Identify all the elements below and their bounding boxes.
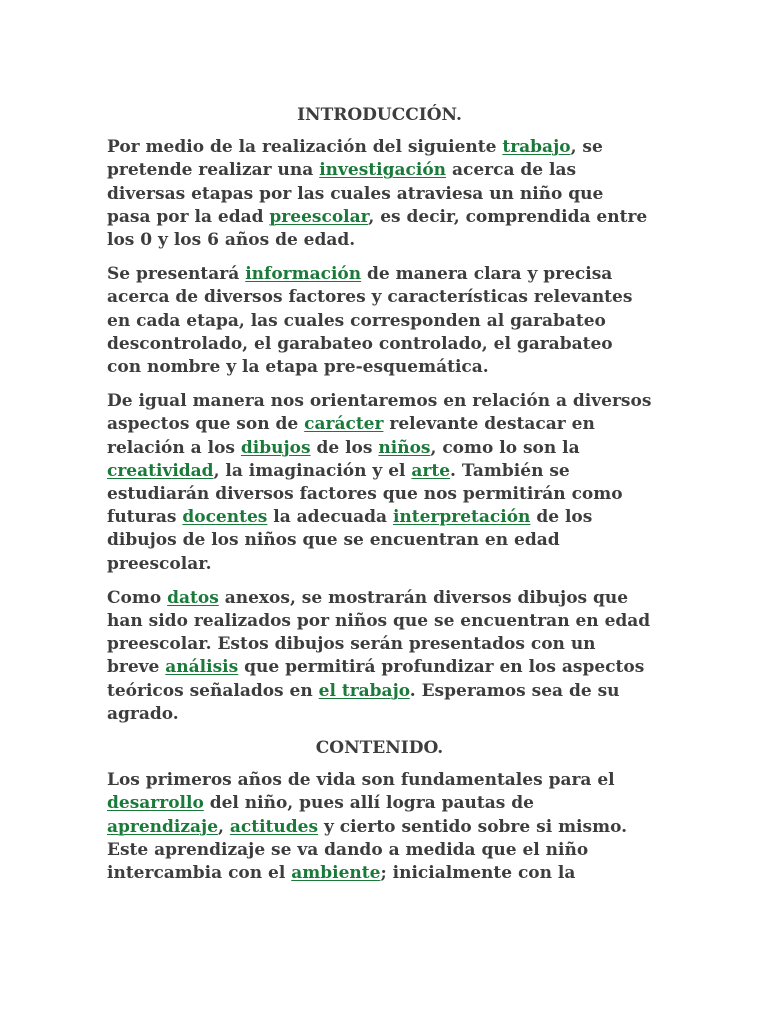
contenido-section: [107, 769, 652, 885]
link-carácter[interactable]: carácter: [304, 414, 384, 435]
link-arte[interactable]: arte: [411, 460, 451, 481]
text-run: ; inicialmente con la: [380, 863, 576, 884]
text-run: acerca de las diversas etapas por las cuales atraviesa un niño que pasa por la edad: [107, 160, 604, 227]
contenido-paragraph-1: [107, 769, 652, 885]
intro-paragraph-4: [107, 587, 652, 726]
text-run: Como: [107, 587, 168, 608]
text-run: de manera clara y precisa acerca de diversos factores y características relevantes en cada etapa, las cuales corresponden al garabateo descontrolado, el garabateo controlado, el garabateo con nombre y la etapa pre-esquemática.: [107, 264, 633, 378]
link-desarrollo[interactable]: desarrollo: [107, 793, 204, 814]
text-run: de los: [310, 437, 379, 458]
text-run: relevante destacar en relación a los: [107, 414, 595, 458]
intro-paragraph-2: [107, 263, 652, 379]
heading-contenido: CONTENIDO.: [315, 738, 444, 759]
text-run: Por medio de la realización del siguiente: [107, 137, 503, 158]
text-run: ,: [218, 816, 230, 837]
intro-section: [107, 136, 652, 726]
link-datos[interactable]: datos: [167, 587, 219, 608]
link-aprendizaje[interactable]: aprendizaje: [107, 816, 219, 837]
link-dibujos[interactable]: dibujos: [240, 437, 311, 458]
text-run: anexos, se mostrarán diversos dibujos que han sido realizados por niños que se encuentran en edad preescolar. Estos dibujos serán presentados con un breve: [107, 587, 651, 678]
intro-paragraph-3: [107, 390, 652, 576]
text-run: , como lo son la: [430, 437, 580, 458]
text-run: la adecuada: [267, 507, 393, 528]
text-run: . Esperamos sea de su agrado.: [107, 680, 620, 724]
heading-introduccion: INTRODUCCIÓN.: [297, 105, 462, 125]
text-run: que permitirá profundizar en los aspectos teóricos señalados en: [107, 657, 645, 701]
text-run: De igual manera nos orientaremos en relación a diversos aspectos que son de: [107, 391, 652, 435]
text-run: de los dibujos de los niños que se encuentran en edad preescolar.: [107, 507, 593, 574]
link-investigación[interactable]: investigación: [319, 160, 447, 181]
link-ambiente[interactable]: ambiente: [291, 863, 381, 884]
link-docentes[interactable]: docentes: [182, 507, 268, 528]
text-run: Los primeros años de vida son fundamentales para el: [107, 770, 615, 791]
link-preescolar[interactable]: preescolar: [269, 206, 369, 227]
text-run: , es decir, comprendida entre los 0 y los 6 años de edad.: [107, 206, 648, 251]
text-run: . También se estudiarán diversos factores que nos permitirán como futuras: [107, 460, 623, 528]
link-niños[interactable]: niños: [378, 437, 431, 458]
link-actitudes[interactable]: actitudes: [229, 816, 319, 837]
text-run: , la imaginación y el: [213, 460, 412, 481]
link-interpretación[interactable]: interpretación: [392, 507, 531, 528]
text-run: , se pretende realizar una: [107, 137, 603, 181]
document-page: [107, 104, 652, 896]
link-información[interactable]: información: [245, 264, 362, 285]
link-el-trabajo[interactable]: el trabajo: [318, 680, 410, 701]
link-análisis[interactable]: análisis: [165, 657, 239, 678]
text-run: del niño, pues allí logra pautas de: [203, 793, 534, 814]
link-trabajo[interactable]: trabajo: [502, 137, 571, 158]
intro-paragraph-1: [107, 136, 652, 252]
link-creatividad[interactable]: creatividad: [107, 460, 214, 481]
text-run: y cierto sentido sobre si mismo. Este aprendizaje se va dando a medida que el niño intercambia con el: [107, 816, 628, 884]
text-run: Se presentará: [107, 264, 246, 285]
